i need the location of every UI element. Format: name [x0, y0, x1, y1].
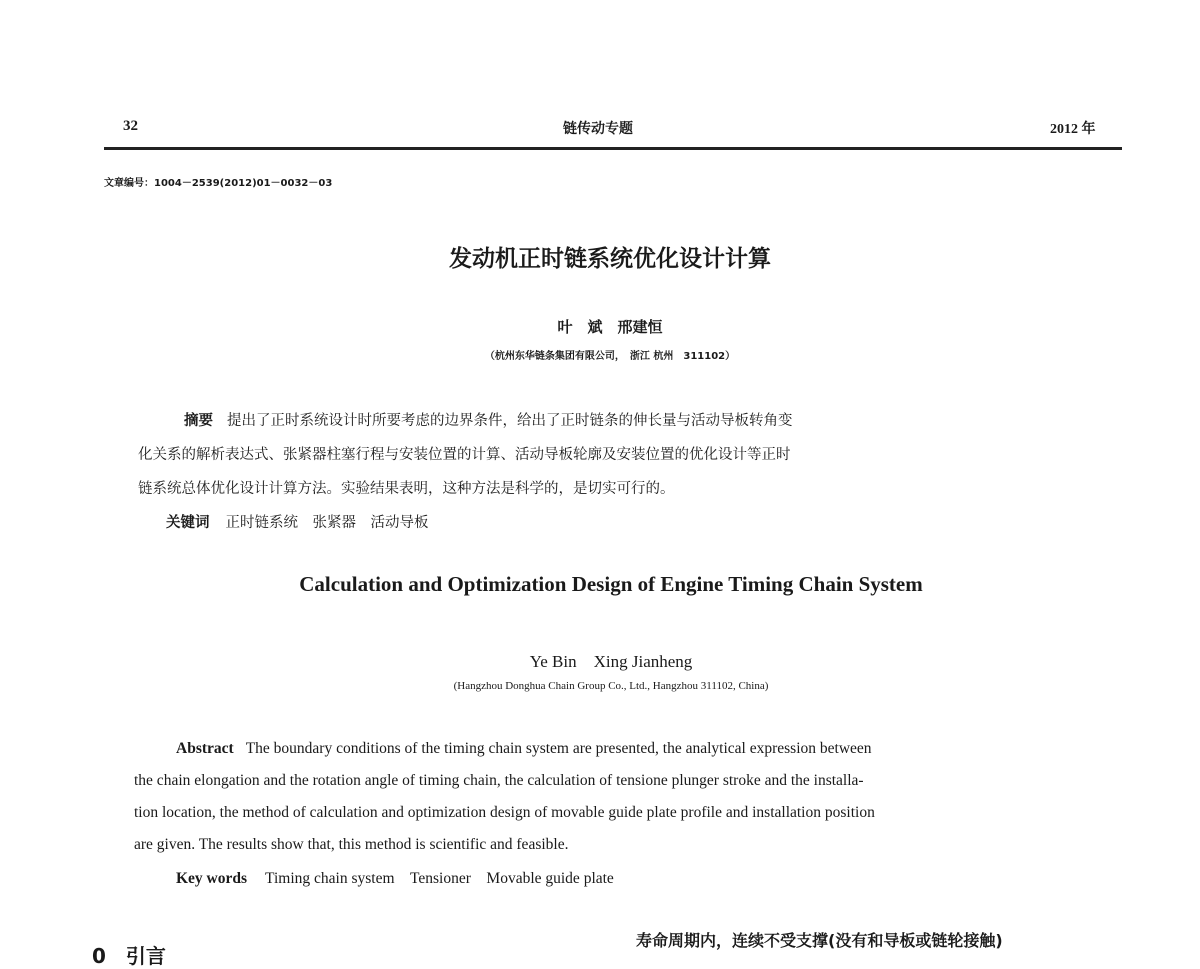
year: 2012 年 — [1050, 122, 1096, 137]
affiliation-cn: （杭州东华链条集团有限公司， 浙江 杭州 311102） — [484, 351, 736, 362]
abstract-cn-label: 摘要 — [184, 413, 213, 429]
affiliation-en: (Hangzhou Donghua Chain Group Co., Ltd., Hangzhou 311102, China) — [453, 680, 769, 692]
abstract-en-line: The boundary conditions of the timing chain system are presented, the analytical expression between — [245, 740, 872, 757]
keywords-en: Timing chain system Tensioner Movable guide plate — [265, 870, 614, 887]
section-heading: 0 引言 — [92, 944, 166, 968]
abstract-en — [134, 733, 1084, 895]
authors-en: Ye Bin Xing Jianheng — [529, 652, 693, 671]
keywords-en-label: Key words — [176, 870, 248, 887]
abstract-en-line: the chain elongation and the rotation angle of timing chain, the calculation of tensione plunger stroke and the installa- — [134, 772, 864, 789]
abstract-cn — [138, 404, 1088, 540]
abstract-cn-line: 提出了正时系统设计时所要考虑的边界条件，给出了正时链条的伸长量与活动导板转角变 — [227, 413, 793, 429]
abstract-en-label: Abstract — [176, 740, 234, 757]
article-number: 文章编号：1004－2539(2012)01－0032－03 — [104, 178, 333, 189]
abstract-en-line: tion location, the method of calculation and optimization design of movable guide plate profile and installation position — [134, 804, 875, 821]
header-rule — [104, 147, 1122, 150]
abstract-cn-line: 化关系的解析表达式、张紧器柱塞行程与安装位置的计算、活动导板轮廓及安装位置的优化设计等正时 — [138, 447, 791, 463]
keywords-cn: 正时链系统 张紧器 活动导板 — [225, 515, 429, 531]
title-cn: 发动机正时链系统优化设计计算 — [449, 246, 771, 272]
page-number: 32 — [123, 118, 138, 134]
abstract-cn-line: 链系统总体优化设计计算方法。实验结果表明，这种方法是科学的，是切实可行的。 — [138, 481, 675, 497]
journal-name: 链传动专题 — [563, 121, 633, 137]
body-right-column-line: 寿命周期内，连续不受支撑(没有和导板或链轮接触) — [636, 931, 1003, 950]
title-en: Calculation and Optimization Design of Engine Timing Chain System — [299, 572, 923, 596]
abstract-en-line: are given. The results show that, this method is scientific and feasible. — [134, 836, 569, 853]
authors-cn: 叶 斌 邢建恒 — [557, 318, 663, 336]
keywords-cn-label: 关键词 — [166, 515, 210, 531]
